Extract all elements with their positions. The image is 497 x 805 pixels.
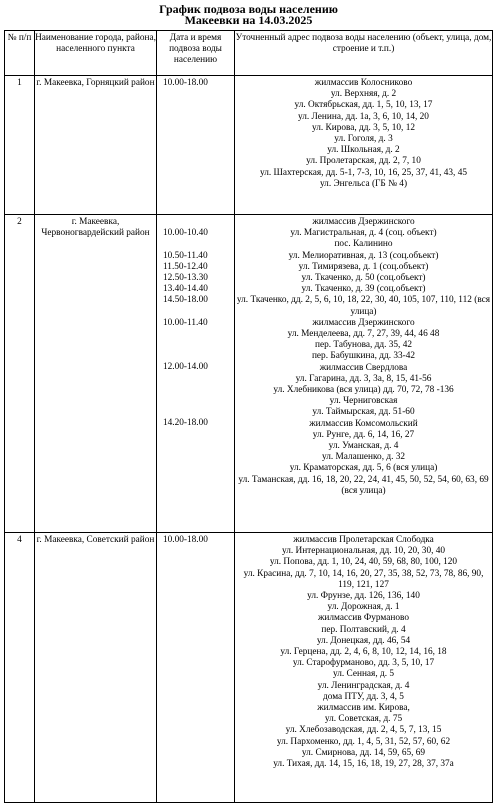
time-slot	[163, 307, 234, 318]
row-number: 1	[5, 76, 35, 215]
address-line: ул. Краматорская, дд. 5, 6 (вся улица)	[289, 463, 438, 474]
address-line: ул. Хлебозаводская, дд. 2, 4, 5, 7, 13, 15	[285, 725, 442, 736]
schedule-table	[4, 30, 493, 803]
address-line: ул. Таймырская, дд. 51-60	[312, 407, 415, 418]
address-line: ул. Ленина, дд. 1а, 3, 6, 10, 14, 20	[298, 111, 429, 122]
time-slot: 11.50-12.40	[163, 261, 208, 272]
address-line: ул. Интернациональная, дд. 10, 20, 30, 40	[281, 546, 446, 557]
address-line: ул. Школьная, д. 2	[327, 145, 400, 156]
row-city: г. Макеевка, Червоногвардейский район	[35, 215, 157, 533]
address-line: ул. Таманская, дд. 16, 18, 20, 22, 24, 41, 45, 50, 52, 54, 60, 63, 69 (вся улица)	[238, 474, 489, 496]
address-line: ул. Ленинградская, д. 4	[317, 680, 410, 691]
time-slot	[163, 340, 234, 351]
address-line: ул. Верхняя, д. 2	[330, 89, 397, 100]
address-line: жилмассив Колосниково	[314, 78, 413, 88]
address-line: ул. Тимирязева, д. 1 (соц.объект)	[298, 261, 429, 272]
address-line: ул. Красина, дд. 7, 10, 14, 16, 20, 27, 35, 38, 52, 73, 78, 86, 90, 119, 121, 127	[243, 568, 484, 590]
table-row	[5, 76, 493, 215]
time-slot: 14.20-18.00	[163, 418, 208, 429]
address-line: ул. Советская, д. 75	[324, 714, 403, 725]
row-number: 4	[5, 533, 35, 803]
time-slot: 10.00-18.00	[163, 535, 208, 545]
time-slot	[163, 217, 234, 228]
address-line: жилмассив Дзержинского	[312, 317, 415, 328]
title-line-2: Макеевки на 14.03.2025	[184, 13, 313, 27]
address-line: ул. Ткаченко, д. 39 (соц.объект)	[301, 284, 426, 295]
row-addresses	[235, 533, 493, 803]
header-row	[5, 31, 493, 76]
address-line: жилмассив Фурманово	[318, 613, 409, 624]
address-line: ул. Мелиоративная, д. 13 (соц.объект)	[288, 250, 439, 261]
address-line: дома ПТУ, дд. 3, 4, 5	[323, 691, 404, 702]
address-line: ул. Гоголя, д. 3	[334, 134, 393, 145]
address-line: ул. Шахтерская, дд. 5-1, 7-3, 10, 16, 25, 37, 41, 43, 45	[259, 167, 467, 178]
address-line: жилмассив им. Кирова,	[317, 703, 410, 714]
time-slot: 10.00-18.00	[163, 78, 208, 88]
address-line: ул. Черниговская	[329, 396, 398, 407]
row-city: г. Макеевка, Горняцкий район	[35, 76, 157, 215]
time-slot	[163, 396, 234, 407]
address-line: жилмассив Дзержинского	[312, 217, 415, 227]
address-line: ул. Уманская, д. 4	[328, 441, 399, 452]
row-number: 2	[5, 215, 35, 533]
table-row	[5, 215, 493, 533]
address-line: ул. Дорожная, д. 1	[327, 602, 400, 613]
header-address: Уточненный адрес подвоза воды населению (объект, улица, дом, строение и т.п.)	[235, 31, 493, 76]
address-line: ул. Сенная, д. 5	[333, 669, 394, 680]
row-city: г. Макеевка, Советский район	[35, 533, 157, 803]
time-slot	[163, 239, 234, 250]
address-line: жилмассив Пролетарская Слободка	[293, 535, 434, 545]
address-line: ул. Магистральная, д. 4 (соц. объект)	[290, 228, 437, 239]
time-slot: 13.40-14.40	[163, 284, 208, 295]
time-slot	[163, 374, 234, 385]
address-line: ул. Рунге, дд. 6, 14, 16, 27	[312, 429, 415, 440]
address-line: пер. Полтавский, д. 4	[321, 624, 406, 635]
table-body	[5, 76, 493, 803]
address-line: ул. Гагарина, дд. 3, 3а, 8, 15, 41-56	[295, 373, 432, 384]
address-line: ул. Менделеева, дд. 7, 27, 39, 44, 46 48	[287, 329, 440, 340]
address-line: ул. Фрунзе, дд. 126, 136, 140	[307, 591, 420, 602]
time-slot	[163, 385, 234, 396]
address-line: ул. Октябрьская, дд. 1, 5, 10, 13, 17	[294, 100, 433, 111]
time-slot	[163, 329, 234, 340]
document-title	[0, 0, 497, 27]
time-slot: 12.50-13.30	[163, 272, 208, 283]
address-line: ул. Хлебникова (вся улица) дд. 70, 72, 78 -136	[273, 385, 454, 396]
address-line: ул. Герцена, дд. 2, 4, 6, 8, 10, 12, 14, 16, 18	[280, 647, 447, 658]
time-slot: 12.00-14.00	[163, 362, 208, 373]
table-row	[5, 533, 493, 803]
address-line: ул. Ткаченко, д. 50 (соц.объект)	[301, 273, 426, 284]
time-slot: 10.00-11.40	[163, 317, 208, 328]
row-addresses	[235, 215, 493, 533]
address-line: ул. Смирнова, дд. 14, 59, 65, 69	[301, 747, 426, 758]
header-num: № п/п	[5, 31, 35, 76]
time-slot	[163, 351, 234, 362]
address-line: пер. Бабушкина, дд. 33-42	[311, 351, 416, 362]
address-line: пос. Калинино	[334, 239, 393, 250]
time-slot: 10.00-10.40	[163, 228, 208, 239]
row-times	[157, 215, 235, 533]
header-time: Дата и время подвоза воды населению	[157, 31, 235, 76]
address-line: ул. Попова, дд. 1, 10, 24, 40, 59, 68, 80, 100, 120	[269, 557, 458, 568]
address-line: ул. Ткаченко, дд. 2, 5, 6, 10, 18, 22, 30, 40, 105, 107, 110, 112 (вся улица)	[236, 295, 491, 317]
title-line-1: График подвоза воды населению	[159, 2, 338, 16]
address-line: жилмассив Свердлова	[319, 362, 408, 373]
address-line: ул. Энгельса (ГБ № 4)	[319, 178, 408, 189]
address-line: жилмассив Комсомольский	[309, 418, 418, 429]
row-addresses	[235, 76, 493, 215]
row-times	[157, 533, 235, 803]
address-line: ул. Пархоменко, дд. 1, 4, 5, 31, 52, 57, 60, 62	[276, 736, 451, 747]
address-line: ул. Пролетарская, дд. 2, 7, 10	[306, 156, 421, 167]
header-city: Наименование города, района, населенного пункта	[35, 31, 157, 76]
address-line: ул. Тихая, дд. 14, 15, 16, 18, 19, 27, 28, 37, 37а	[273, 759, 454, 770]
address-line: ул. Донецкая, дд. 46, 54	[316, 635, 411, 646]
row-times	[157, 76, 235, 215]
address-line: ул. Малашенко, д. 32	[321, 452, 406, 463]
address-line: ул. Кирова, дд. 3, 5, 10, 12	[312, 122, 415, 133]
time-slot: 10.50-11.40	[163, 250, 208, 261]
time-slot: 14.50-18.00	[163, 295, 208, 306]
address-line: пер. Табунова, дд. 35, 42	[314, 340, 412, 351]
time-slot	[163, 407, 234, 418]
address-line: ул. Старофурманово, дд. 3, 5, 10, 17	[292, 658, 435, 669]
